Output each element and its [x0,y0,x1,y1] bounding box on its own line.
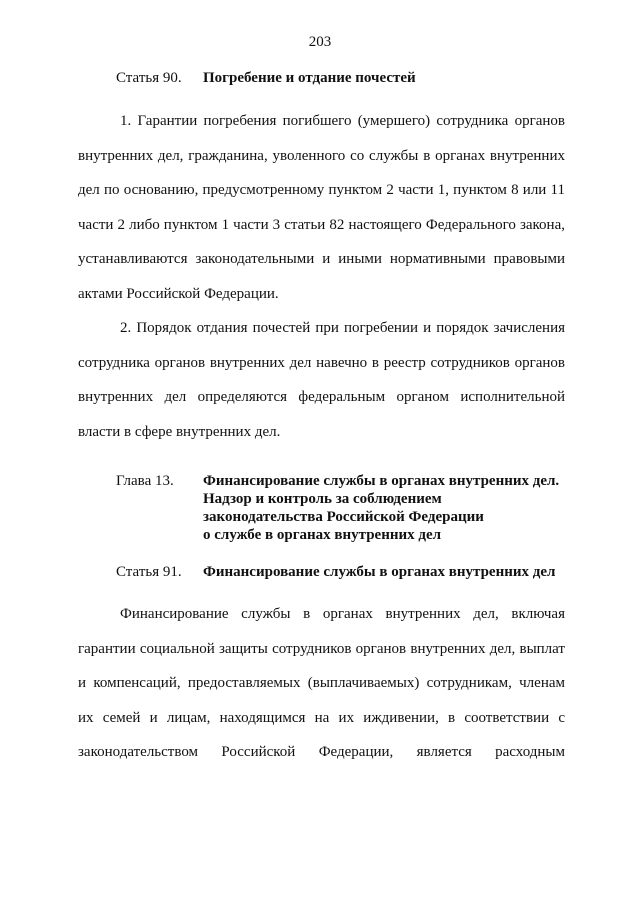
page-number: 203 [308,34,332,50]
article-90-title: Погребение и отдание почестей [203,70,416,86]
article-91-number: Статья 91. [116,564,182,580]
chapter-13-title-line-3: законодательства Российской Федерации [203,509,484,525]
chapter-13-title-line-2: Надзор и контроль за соблюдением [203,491,442,507]
chapter-13-number: Глава 13. [116,473,174,489]
chapter-13-title-line-4: о службе в органах внутренних дел [203,527,442,543]
article-91-title: Финансирование службы в органах внутренних дел [203,564,556,580]
article-90-paragraph-1: 1. Гарантии погребения погибшего (умершего) сотрудника органов внутренних дел, гражданина, уволенного со службы в органах внутренних дел по основанию, предусмотренному пунктом 2 части 1, пунктом 8 или 11 части 2 либо пунктом 1 части 3 статьи 82 настоящего Федерального закона, устанавливаются законодательными и иными нормативными правовыми актами Российской Федерации. [78,113,565,302]
article-90-paragraph-2: 2. Порядок отдания почестей при погребении и порядок зачисления сотрудника органов внутренних дел навечно в реестр сотрудников органов внутренних дел определяются федеральным органом исполнительной власти в сфере внутренних дел. [78,320,565,440]
article-91-paragraph-1: Финансирование службы в органах внутренних дел, включая гарантии социальной защиты сотрудников органов внутренних дел, выплат и компенсаций, предоставляемых (выплачиваемых) сотрудникам, членам их семей и лицам, находящимся на их иждивении, в соответствии с законодательством Российской Федерации, является расходным [78,606,565,760]
article-90-number: Статья 90. [116,70,182,86]
chapter-13-title-line-1: Финансирование службы в органах внутренних дел. [203,473,560,489]
